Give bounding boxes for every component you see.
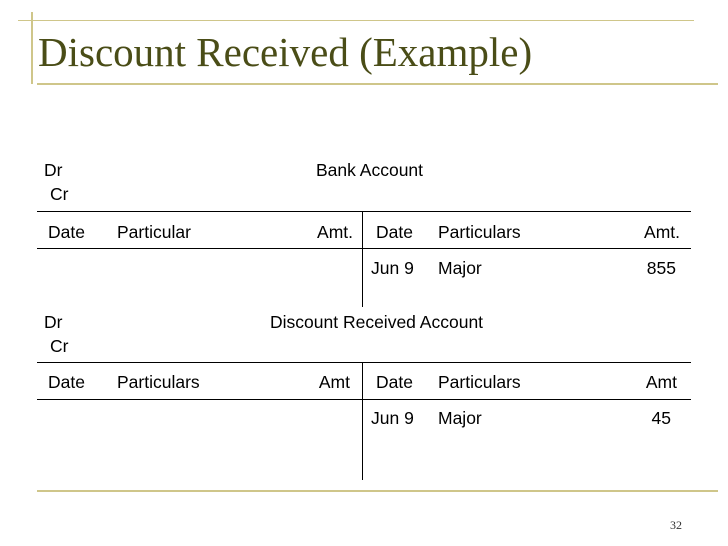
ledger2-row-amount: 45: [651, 408, 671, 428]
title-accent-vertical-line: [31, 12, 33, 84]
ledger1-debit-date-header: Date: [48, 222, 85, 242]
ledger1-account-name: Bank Account: [316, 160, 424, 180]
ledger1-credit-amt-header: Amt.: [644, 222, 680, 242]
ledger1-row-amount: 855: [646, 258, 676, 278]
ledger1-credit-particulars-header: Particulars: [438, 222, 521, 242]
title-underline: [37, 83, 718, 85]
ledger2-debit-date-header: Date: [48, 372, 85, 392]
ledger2-credit-date-header: Date: [376, 372, 413, 392]
ledger2-credit-amt-header: Amt: [645, 372, 677, 392]
ledger1-debit-amt-header: Amt.: [317, 222, 353, 242]
ledger2-top-rule: [37, 362, 691, 363]
ledger1-cr-label: Cr: [50, 184, 69, 204]
ledger2-credit-particulars-header: Particulars: [438, 372, 521, 392]
ledger1-credit-date-header: Date: [376, 222, 413, 242]
ledger1-row-date: Jun 9: [371, 258, 414, 278]
ledger2-debit-amt-header: Amt: [318, 372, 350, 392]
title-accent-top-line: [18, 20, 694, 21]
ledger2-center-divider: [362, 362, 363, 480]
slide-title: Discount Received (Example): [38, 29, 533, 75]
ledger2-debit-particulars-header: Particulars: [117, 372, 200, 392]
ledger1-center-divider: [362, 211, 363, 307]
ledger2-account-name: Discount Received Account: [270, 312, 484, 332]
ledger2-header-rule: [37, 399, 691, 400]
ledger2-row-date: Jun 9: [371, 408, 414, 428]
ledger1-debit-particulars-header: Particular: [117, 222, 191, 242]
ledger1-top-rule: [37, 211, 691, 212]
footer-rule: [37, 490, 718, 492]
ledger2-dr-label: Dr: [44, 312, 63, 332]
ledger2-row-particulars: Major: [438, 408, 482, 428]
ledger1-row-particulars: Major: [438, 258, 482, 278]
ledger2-cr-label: Cr: [50, 336, 69, 356]
page-number: 32: [670, 518, 682, 532]
ledger1-header-rule: [37, 248, 691, 249]
ledger1-dr-label: Dr: [44, 160, 63, 180]
